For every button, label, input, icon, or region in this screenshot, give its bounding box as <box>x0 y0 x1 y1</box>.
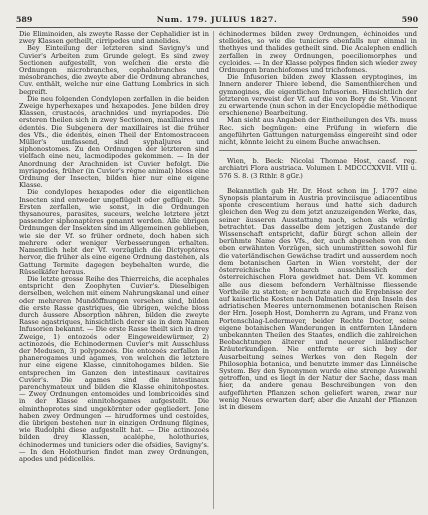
page-number-right: 590 <box>401 15 418 24</box>
paragraph: Die Infusorien bilden zwey Klassen eryptogines, im Innern anderer Thiere lebend, die Samenthierchen und gymnogines, die eigentlichen Infusorien. Hinsichtlich der letzteren verweist der Vf. auf die von Bory de St. Vincent zu erwartende (nun schon in der Encyclopédie méthodique erschienene) Bearbeitung. <box>219 73 417 118</box>
left-column <box>19 31 209 513</box>
header-rule <box>16 27 418 28</box>
column-divider <box>213 31 214 509</box>
page-number-left: 589 <box>16 15 33 24</box>
page-header <box>16 12 418 28</box>
paragraph: Die Eliminoiden, als zweyte Rasse der Cephalidier ist in zwey Klassen getheilt, cirripedes und annelides. <box>19 31 209 46</box>
book-entry: Wien, b. Beck: Nicolai Thomae Host, caesf. reg. archiatri Flora austriaca. Volumen I. MDCCCXXVII. VIII u. 576 S. 8. (3 Rthlr. 8 gGr.) <box>219 157 417 180</box>
paragraph: Bekanntlich gab Hr. Dr. Host schon im J. 1797 eine Synopsis plantarum in Austria provinciisque adiacentibus sponte crescentium heraus und hatte sich dadurch gleichen den Weg zu dem jetzt anzuzeigenden Werke, das, seiner äusseren Ausstattung nach, schon als würdig betrachtet. Das dasselbe dem jetzigen Zustande der Wissenschaft entspricht, dafür bürgt schon allein der berühmte Name des Vfs., der, auch abgesehen von den eben erwähnten Vorzügen, sich unumstritten sowohl für die vaterländischen Gewächse tradirt und ausserdem noch dem botanischen Garten in Wien vorsteht, der der österreichische Monarch ausschliesslich der österreichischen Flora gewidmet hat. Dem Vf. kommen alle aus diesem befondern Verhältnisse fliessende Vortheile zu statten; er benutzte auch die Ergebnisse der auf kaiserliche Kosten nach Dalmatien und den Inseln des adriatischen Meeres unternommenen botanischen Reisen der Hrn. Joseph Host, Domherrn zu Agram, und Franz von Portenschlag-Ledermeyer, beider Rechte Doctor, seine eigene botanischen Wanderungen in entfernten Ländern unbekannten Theilen des Staates, endlich die zahlreichen Beobachtungen älterer und neuerer inländischer Kräuterkundigen. Nie entfernte er sich bey der Ausarbeitung seines Werkes von den Regeln der Philosophia botanica, und benutzte immer das Linnéische System. Bey den Synonymen wurde eine strenge Auswahl getroffen, und es liegt in der Natur der Sache, dass man hier, da andere genau Beschreibungen von den aufgeführten Pflanzen schon geliefert waren, zwar nur wenig Neues erwarten darf; aber die Anzahl der Pflanzen ist in diesem <box>219 186 417 411</box>
section-rule <box>219 150 417 151</box>
right-column <box>219 31 417 513</box>
issue-date-line: Num. 179. JULIUS 1827. <box>156 15 278 24</box>
paragraph: Bey Einteilung der letzteren sind Savigny's und Cuvier's Arbeiten zum Grunde gelegt. Es sind zwey Sectionen aufgestellt, von welchen die erste die Ordnungen microbranches, cephalobranches und mésobranches, die zweyte aber die Ordnung abranches, Cuv. enthält, welche nur eine Gattung Lombrics in sich begreift. <box>19 44 209 96</box>
paragraph: Die neu folgenden Condylopen zerfallen in die beiden Zweige hyperhexapes und hexapodes. Jene bilden drey Klassen, crustacés, arachnides und myriapodes. Die ersteren theilen sich in zwey Sectionen, maxillaires und édentés. Die Subgenera der maxillaires ist die früher des Vfs., die édentés, einen Theil der Entomostraceen Müller's umfassend, sind syphaljures und siphonostomes. Zu den Ordnungen der letzteren sind vielfach eine neu, lacmodipodes gekommen. — In der Anordnung der Arachniden ist Cuvier befolgt. Die myriapodes, früher (in Cuvier's règne animal) bloss eine Ordnung der Insecten, bilden hier nur eine eigene Klasse. <box>19 94 209 190</box>
paragraph: Die letzte grosse Reihe des Thierreichs, die acephales entspricht den Zoophyten Cuvier's. Dieselbigen derselben, welchen mit einem Nahrungskanal und einer oder mehreren Mundöffnungen versehen sind, bilden die erste Rasse gastriques, die übrigen, welche bloss durch äussere Absorption nähren, bilden die zweyte Rasse agastriques, hinsichtlich derer sie in dem Namen Infusorien bekannt. — Die erste Rasse theilt sich in drey Zweige, 1) entozoés oder Eingeweidewürmer, 2) actinozoés, die Echinodermen Cuvier's mit Ausschluss der Medusen, 3) polypozoés. Die entozoés zerfallen in phanerogames und agames, von welchen die letztere nur eine eigene Klasse, cinnitohogames bilden. Sie entsprechen im Ganzen den intestinaux cavitaires Cuvier's. Die agames sind die intestinaux parenchymateux und bilden die Klasse ehinitohpostes. — Zwey Ordnungen entomoides und lombricoides sind in der Klasse einnitohogames aufgestellt. Die elminthoprotes sind ungekörnter oder gegliedert. Jene haben zwey Ordnungen — hirudformes und cestoides, die übrigen bestehen nur in einzigen Ordnung filgines, wie Rudolphi diese aufgestellt hat. — Die actinozoés bilden drey Klassen, acaléphe, holothuries, échinodermes und tuniciers oder die ofsidies, Savigny's. — In den Holothurien findet man zwey Ordnungen, apodes und pédicellés. <box>19 274 209 463</box>
paragraph: échinodermes bilden zwey Ordnungen, échinoides und stelloides, so wie die tuniciers ebenfalls nur einmal in thethyes und thalides getheilt sind. Die Acalephen endlich zerfallen in zwey Ordnungen, poeciliomorphes und cycloides. — In der Klasse polypes finden sich wieder zwey Ordnungen branchiofomes und trichofomes. <box>219 31 417 75</box>
paragraph: Man sieht aus Angaben der Eintheilungen des Vfs. muss Rec. sich begnügen: eine Prüfung in wiefern die angeführten Gattungen naturgemäss eingereiht sind oder nicht, könnte leicht zu einem Buche anwachsen. <box>219 116 417 147</box>
paragraph: Die condylopes hexapodes oder die eigentlichen Insecten sind entweder ungeflügelt oder geflügelt. Die Ersten zerfallen, wie sonst, in die Ordnungen thysanoures, parasites, suceurs, welche letztere jetzt passender siphonaptères genannt werden. Alle übrigen Ordnungen der Insekten sind im Allgemeinen geblieben, wie sie der Vf. so früher ordnete, doch haben sich mehrere oder weniger Verbesserungen erhalten. Namentlich hebt der Vf. vorzüglich die Dictyoptères hervor, die früher als eine eigene Ordnung dastehen, als Gattung Termite dagegen beybehalten wurde, die Rüsselkäfer heraus. <box>19 188 209 276</box>
